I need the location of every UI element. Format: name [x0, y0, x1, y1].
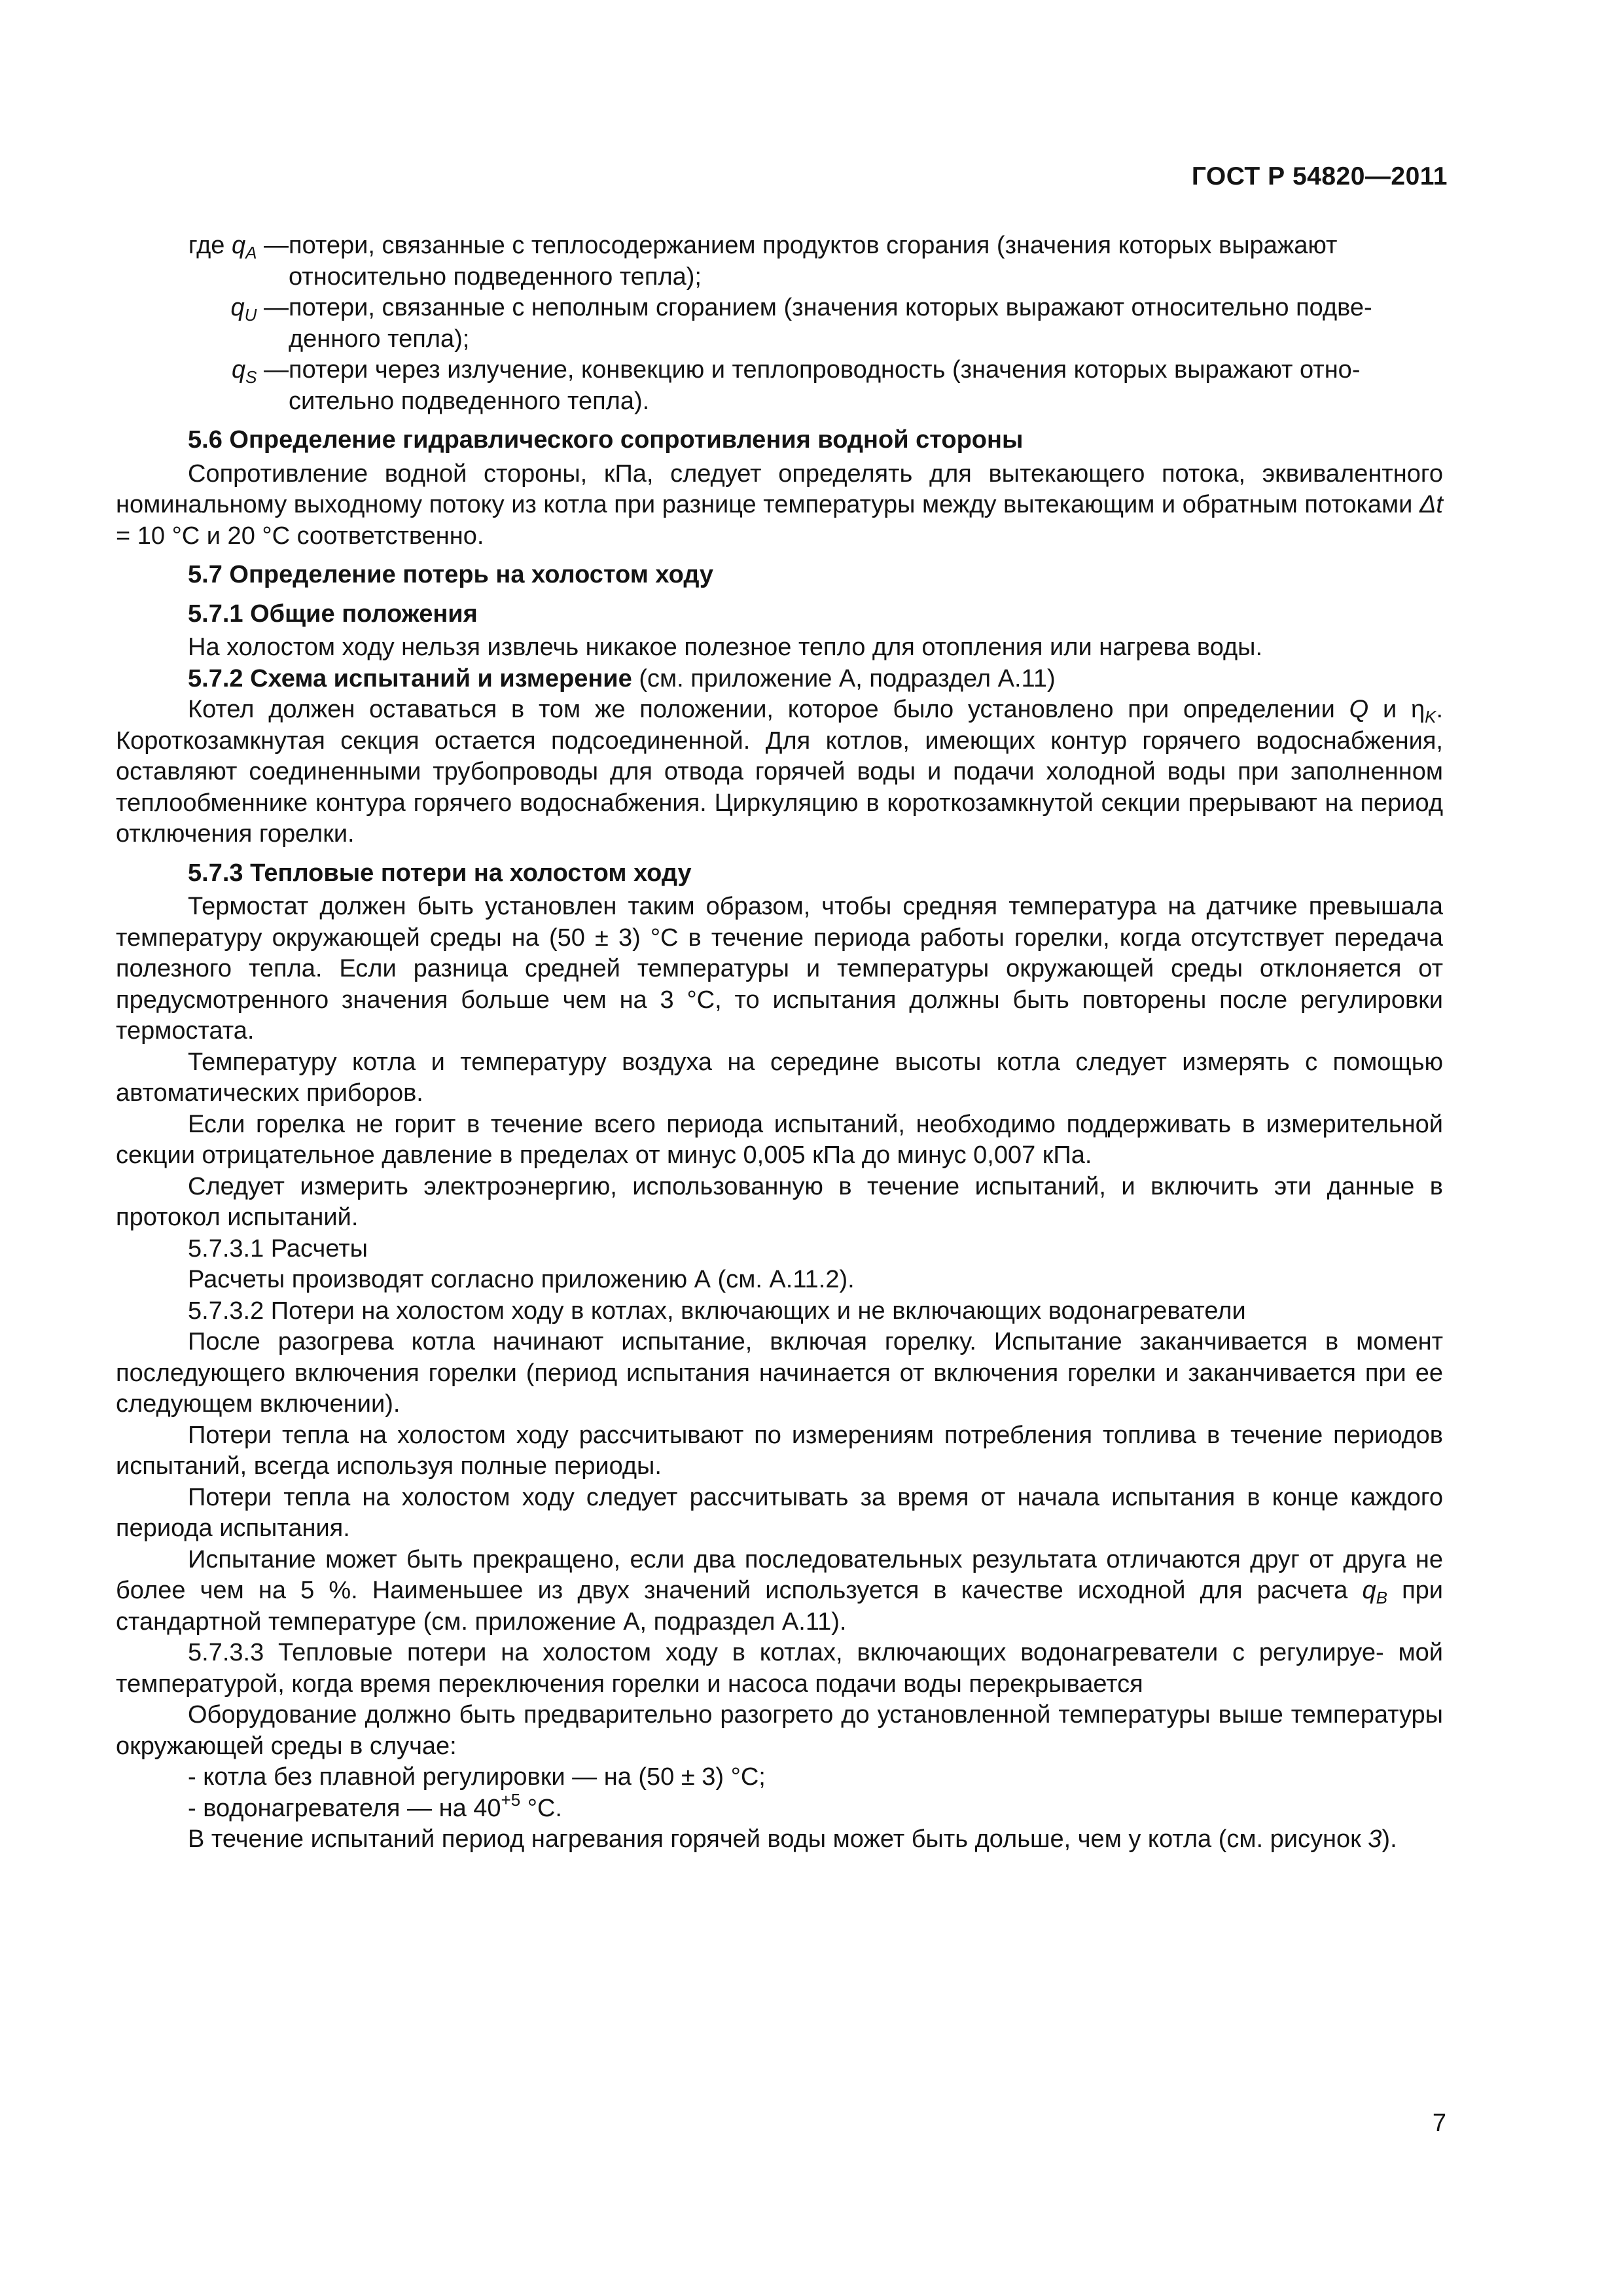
section-heading-5-7-3: 5.7.3 Тепловые потери на холостом ходу: [188, 859, 692, 887]
page-number: 7: [1432, 2109, 1446, 2137]
section-heading-5-7-2: 5.7.2 Схема испытаний и измерение (см. приложение А, подраздел А.11): [188, 664, 1056, 692]
section-heading-5-7-1: 5.7.1 Общие положения: [188, 600, 478, 628]
list-item: - котла без плавной регулировки — на (50 ± 3) °C;: [188, 1763, 766, 1791]
section-heading-5-7: 5.7 Определение потерь на холостом ходу: [188, 561, 714, 588]
document-body: [116, 230, 1443, 1856]
section-heading-5-7-3-2: 5.7.3.2 Потери на холостом ходу в котлах, включающих и не включающих водонагреватели: [188, 1297, 1246, 1325]
definition-label: $q_U$ —: [230, 294, 289, 325]
paragraph-5-7-3-2-b: Потери тепла на холостом ходу рассчитывают по измерениям потребления топлива в течение периодов испытаний, всегда используя полные периоды.: [116, 1421, 1443, 1480]
paragraph-5-7-3-3-b: В течение испытаний период нагревания горячей воды может быть дольше, чем у котла (см. рисунок 3).: [188, 1825, 1397, 1853]
section-heading-5-7-3-3: 5.7.3.3 Тепловые потери на холостом ходу в котлах, включающих водонагреватели с регулируе- мой температурой, когда время переключения горелки и насоса подачи воды перекрывается: [116, 1639, 1443, 1698]
definition-text: потери, связанные с теплосодержанием продуктов сгорания (значения которых выражают относительно подведенного тепла);: [289, 232, 1338, 291]
paragraph-5-7-3-4: Следует измерить электроэнергию, использованную в течение испытаний, и включить эти данные в протокол испытаний.: [116, 1172, 1443, 1231]
definition-qs: [116, 355, 1443, 417]
paragraph-5-7-3-1: Термостат должен быть установлен таким образом, чтобы средняя температура на датчике превышала температуру окружающей среды на (50 ± 3) °C в течение периода работы горелки, когда отсутствует передача полезного тепла. Если разница средней температуры и температуры окружающей среды отклоняется от предусмотренного значения больше чем на 3 °C, то испытания должны быть повторены после регулировки термостата.: [116, 893, 1443, 1045]
list-item: - водонагревателя — на $40^{+5}$ °C.: [188, 1789, 562, 1822]
paragraph-5-7-3-3-a: Оборудование должно быть предварительно разогрето до установленной температуры выше температуры окружающей среды в случае:: [116, 1701, 1443, 1760]
definition-label: где $q_A$ —: [188, 232, 289, 262]
paragraph-5-7-3-3: Если горелка не горит в течение всего периода испытаний, необходимо поддерживать в измерительной секции отрицательное давление в пределах от минус 0,005 кПа до минус 0,007 кПа.: [116, 1110, 1443, 1169]
paragraph-5-6: Сопротивление водной стороны, кПа, следует определять для вытекающего потока, эквивалентного номинальному выходному потоку из котла при разнице температуры между вытекающим и обратным потоками Δt = 10 °C и 20 °C соответственно.: [116, 459, 1443, 550]
paragraph-5-7-3-2-c: Потери тепла на холостом ходу следует рассчитывать за время от начала испытания в конце каждого периода испытания.: [116, 1483, 1443, 1542]
section-heading-5-6: 5.6 Определение гидравлического сопротивления водной стороны: [188, 426, 1024, 454]
paragraph-5-7-2: Котел должен оставаться в том же положении, которое было установлено при определении Q и $\eta_K$. Короткозамкнутая секция остается подсоединенной. Для котлов, имеющих контур горячего водоснабжения, оставляют соединенными трубопроводы для отвода горячей воды и подачи холодной воды при заполненном теплообменнике контура горячего водоснабжения. Циркуляцию в короткозамкнутой секции прерывают на период отключения горелки.: [116, 696, 1443, 848]
definition-text: потери, связанные с неполным сгоранием (значения которых выражают относительно подве- денного тепла);: [289, 294, 1372, 353]
paragraph-5-7-3-2-a: После разогрева котла начинают испытание, включая горелку. Испытание заканчивается в момент последующего включения горелки (период испытания начинается от включения горелки и заканчивается при ее следующем включении).: [116, 1328, 1443, 1418]
section-heading-5-7-3-1: 5.7.3.1 Расчеты: [188, 1234, 368, 1263]
definition-qa: [116, 230, 1443, 293]
paragraph-5-7-3-2: Температуру котла и температуру воздуха на середине высоты котла следует измерять с помощью автоматических приборов.: [116, 1048, 1443, 1107]
paragraph-5-7-3-2-d: Испытание может быть прекращено, если два последовательных результата отличаются друг от друга не более чем на 5 %. Наименьшее из двух значений используется в качестве исходной для расчета $q_B$ при стандартной температуре (см. приложение А, подраздел А.11).: [116, 1545, 1444, 1636]
definition-label: $q_S$ —: [231, 356, 289, 387]
paragraph-5-7-3-1-text: Расчеты производят согласно приложению А (см. А.11.2).: [188, 1266, 855, 1293]
paragraph-5-7-1: На холостом ходу нельзя извлечь никакое полезное тепло для отопления или нагрева воды.: [188, 634, 1263, 661]
definition-qu: [116, 293, 1443, 355]
definition-text: потери через излучение, конвекцию и теплопроводность (значения которых выражают отно- сительно подведенного тепла).: [289, 356, 1361, 415]
document-code: ГОСТ Р 54820—2011: [1191, 162, 1448, 190]
